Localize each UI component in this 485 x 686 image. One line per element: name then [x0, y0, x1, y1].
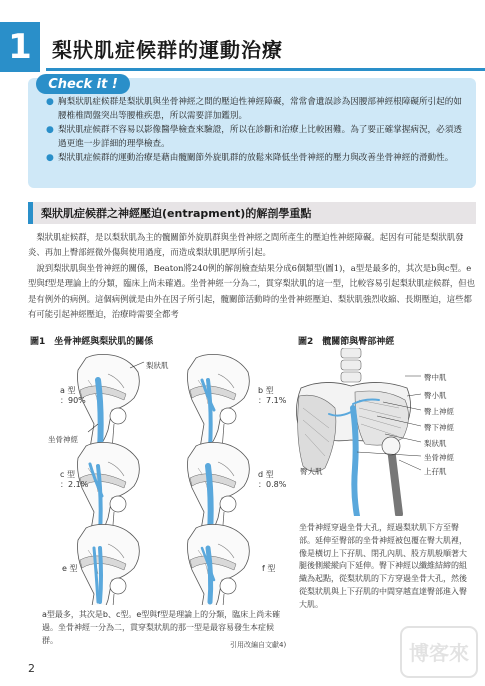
figure1-type-d: [188, 442, 250, 538]
figure-source-note: 引用改編自文獻4): [230, 641, 287, 649]
check-it-tag: Check it !: [36, 74, 130, 94]
figure1-type-f-label: f 型: [262, 564, 276, 573]
figure2-label-sciatic-nerve: 坐骨神經: [424, 453, 454, 462]
check-it-list: [46, 96, 468, 167]
figure2-title: 圖2 髖關節與臀部神經: [298, 337, 395, 347]
figure2-label-superior-gluteal-nerve: 臀上神經: [424, 407, 454, 416]
figure2-label-gluteus-maximus: 臀大肌: [300, 467, 323, 476]
figure1-caption: a型最多，其次是b、c型。e型與f型是理論上的分類，臨床上尚未確過。坐骨神經一分為二，貫穿梨狀肌的那一型是最容易發生本症候群。: [42, 610, 281, 645]
figure1-type-b: [188, 354, 250, 450]
figure2-label-inferior-gluteal-nerve: 臀下神經: [424, 423, 454, 432]
body-text: [28, 230, 478, 322]
figure1-type-c: [78, 442, 140, 538]
check-item-3: ● 梨狀肌症候群的運動治療是藉由髖關節外旋肌群的放鬆來降低坐骨神經的壓力與改善坐骨神經的滑動性。: [46, 152, 468, 166]
check-item-2: ● 梨狀肌症候群不容易以影像醫學檢查來驗證，所以在診斷和治療上比較困難。為了要正確掌握病況，必須透過更進一步詳細的理學檢查。: [46, 124, 468, 151]
svg-text:博客來: 博客來: [409, 641, 469, 665]
figure1-sciatic-label: 坐骨神經: [48, 435, 78, 444]
figure1-type-f: [188, 524, 250, 605]
figure1-type-e-label: e 型: [62, 564, 78, 573]
section-header: [28, 202, 476, 224]
figure2-label-gluteus-medius: 臀中肌: [424, 373, 447, 382]
chapter-title: 梨狀肌症候群的運動治療: [52, 38, 283, 62]
figure2-label-piriformis: 梨狀肌: [424, 439, 447, 448]
figure1-piriformis-label: 梨狀肌: [146, 361, 169, 370]
title-rule: [46, 68, 485, 71]
figure2-label-superior-gemellus: 上孖肌: [424, 467, 447, 476]
figure2-caption: 坐骨神經穿過坐骨大孔，經過梨狀肌下方至臀部。延伸至臀部的坐骨神經被包覆在臀大肌裡，像是橫切上下孖肌、閉孔內肌、股方肌般順著大腿後側縱縱向下延伸。臀下神經以纖維結締的組織為起點，從梨狀肌的下方穿過坐骨大孔，然後從梨狀肌與上下孖肌的中間穿越直達臀部進入臀大肌。: [299, 523, 467, 609]
figure1-type-e: [78, 524, 140, 605]
page-number: 2: [28, 662, 35, 675]
figure1-type-b-label: b 型 ：7.1%: [258, 386, 287, 405]
watermark-logo: [400, 626, 478, 678]
figure2-label-gluteus-minimus: 臀小肌: [424, 391, 447, 400]
check-item-1: ● 胸梨狀肌症候群是梨狀肌與坐骨神經之間的壓迫性神經障礙，常常會遺誤診為因腰部神經根障礙所引起的如腰椎椎間盤突出等腰椎疾患，所以需要詳加鑑別。: [46, 96, 468, 123]
body-paragraph-1: 梨狀肌症候群，是以梨狀肌為主的髖關節外旋肌群與坐骨神經之間所產生的壓迫性神經障礙。起因有可能是梨狀肌發炎、再加上臀部經微外傷與使用過度，而造成梨狀肌肥厚所引起。: [28, 232, 464, 258]
body-paragraph-2: 說到梨狀肌與坐骨神經的關係，Beaton將240例的解剖檢查結果分成6個類型(圖1)，a型是最多的，其次是b與c型。e型與f型是理論上的分類，臨床上尚未確過。坐骨神經一分為二，貫穿梨狀肌的這一型，比較容易引起梨狀肌症候群，但也是有例外的病例。這個病例就是由外在因子所引起，髖關節活動時的坐骨神經壓迫、梨狀肌強烈收縮、長期壓迫，這些都有可能引起神經壓迫，治療時需要全都考: [28, 262, 475, 320]
section-title: 梨狀肌症候群之神經壓迫(entrapment)的解剖學重點: [41, 207, 312, 220]
figure1-type-c-label: c 型 ：2.1%: [60, 470, 89, 489]
figure1-type-a-label: a 型 ：90%: [60, 386, 86, 405]
chapter-number: 1: [0, 22, 40, 72]
figure1-title: 圖1 坐骨神經與梨狀肌的關係: [30, 337, 154, 347]
figure1-type-d-label: d 型 ：0.8%: [258, 470, 287, 489]
figure1-type-a: [78, 354, 140, 450]
